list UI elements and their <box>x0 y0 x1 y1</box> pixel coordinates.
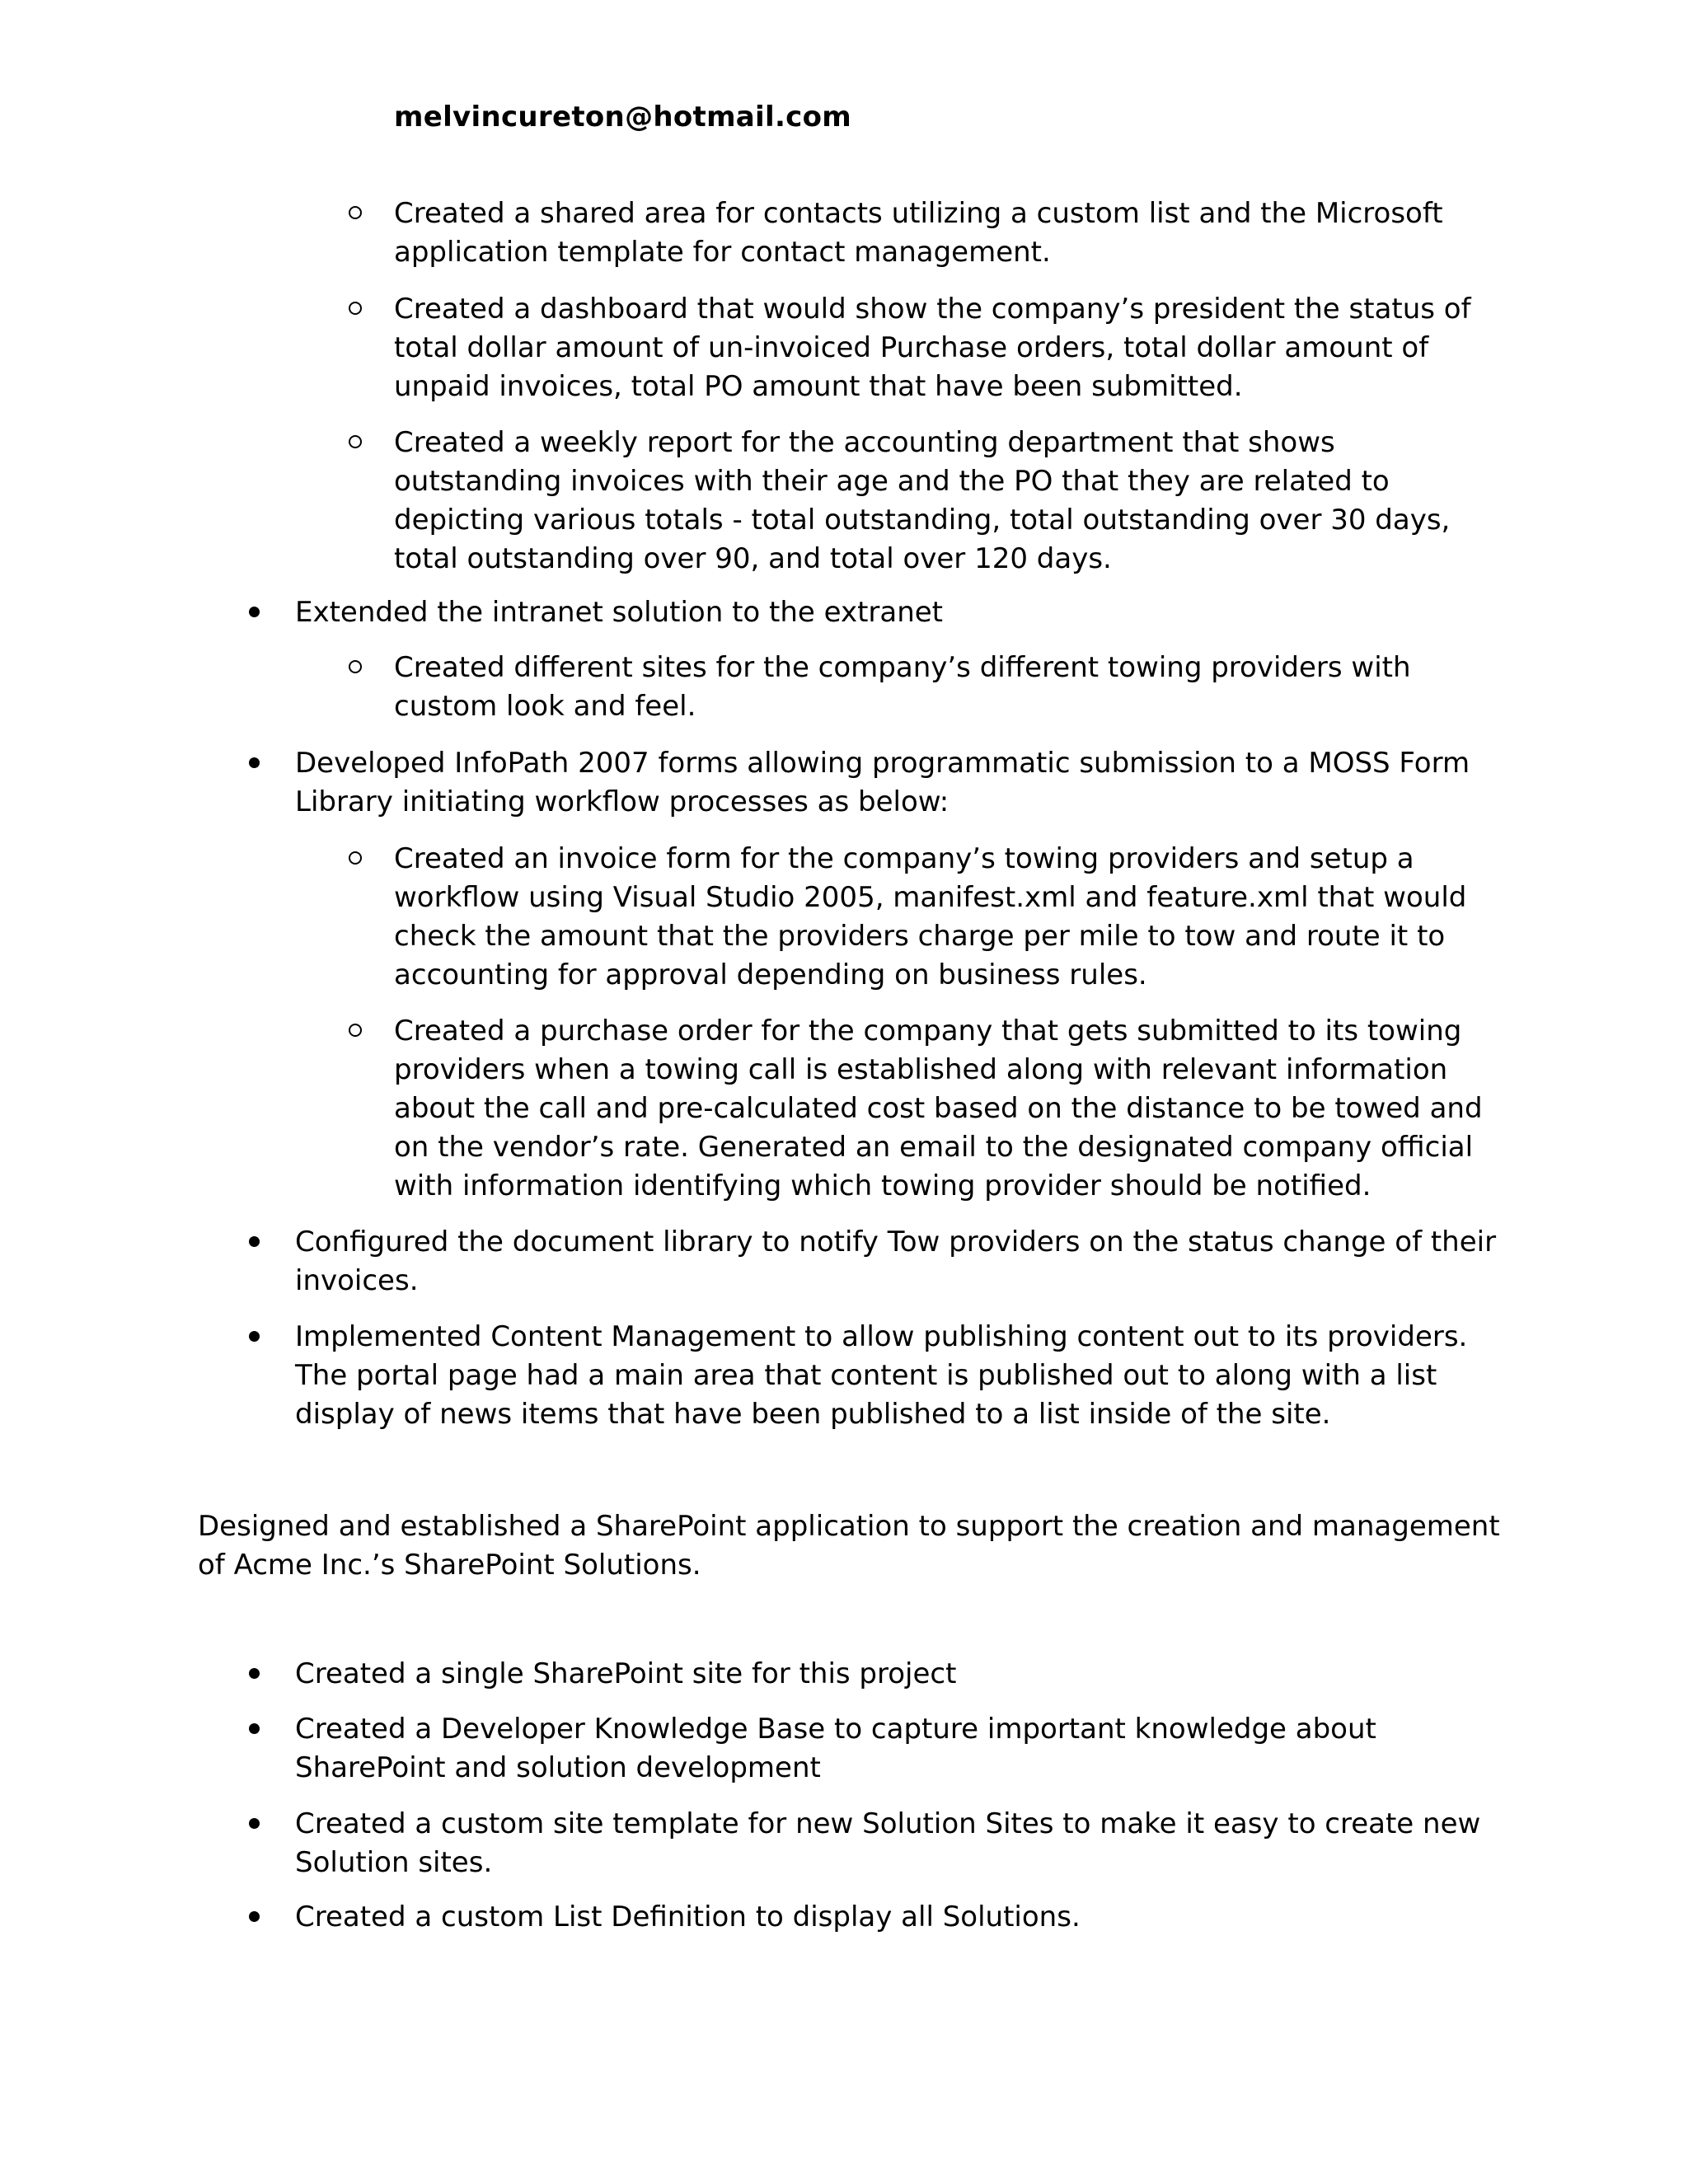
list-item <box>394 290 1498 406</box>
list-item <box>295 744 1498 822</box>
list-item <box>394 649 1498 726</box>
list-item-text: Created a weekly report for the accounting department that shows outstanding invoices with their age and the PO that they are related to depicting various totals - total outstanding, total outstanding over 30 days, total outstanding over 90, and total over 120 days. <box>394 426 1451 575</box>
section-intro: Designed and established a SharePoint application to support the creation and management of Acme Inc.’s SharePoint Solutions. <box>198 1510 1500 1582</box>
hollow-bullet-icon <box>349 435 362 448</box>
list-item <box>394 424 1498 579</box>
list-item-text: Configured the document library to notify Tow providers on the status change of their invoices. <box>295 1226 1497 1297</box>
list-item-text: Created a single SharePoint site for this project <box>295 1657 957 1690</box>
list-item-text: Created a custom site template for new Solution Sites to make it easy to create new Solution sites. <box>295 1807 1481 1879</box>
bullet-icon <box>249 1236 260 1247</box>
bullet-icon <box>249 1911 260 1922</box>
bullet-icon <box>249 1818 260 1829</box>
contact-email: melvincureton@hotmail.com <box>394 101 852 134</box>
list-item-text: Developed InfoPath 2007 forms allowing programmatic submission to a MOSS Form Library initiating workflow processes as below: <box>295 747 1470 818</box>
list-item-text: Created an invoice form for the company’s towing providers and setup a workflow using Visual Studio 2005, manifest.xml and feature.xml that would check the amount that the providers charge per mile to tow and route it to accounting for approval depending on business rules. <box>394 842 1467 991</box>
list-item <box>295 593 1498 632</box>
hollow-bullet-icon <box>349 206 362 219</box>
list-item-text: Created a dashboard that would show the company’s president the status of total dollar amount of un-invoiced Purchase orders, total dollar amount of unpaid invoices, total PO amount that have been submitted. <box>394 293 1471 403</box>
bullet-icon <box>249 1668 260 1679</box>
bullet-icon <box>249 1331 260 1342</box>
list-item-text: Implemented Content Management to allow publishing content out to its providers. The portal page had a main area that content is published out to along with a list display of news items that have been published to a list inside of the site. <box>295 1320 1468 1431</box>
hollow-bullet-icon <box>349 302 362 315</box>
hollow-bullet-icon <box>349 660 362 673</box>
list-item-text: Created a custom List Definition to display all Solutions. <box>295 1900 1081 1933</box>
bullet-icon <box>249 607 260 617</box>
hollow-bullet-icon <box>349 851 362 865</box>
list-item <box>394 194 1498 272</box>
list-item <box>295 1710 1498 1788</box>
list-item <box>295 1898 1498 1937</box>
list-item <box>295 1655 1498 1694</box>
hollow-bullet-icon <box>349 1024 362 1037</box>
list-item <box>295 1805 1498 1882</box>
list-item-text: Created a Developer Knowledge Base to capture important knowledge about SharePoint and solution development <box>295 1713 1376 1784</box>
list-item <box>394 840 1498 995</box>
list-item <box>295 1223 1498 1301</box>
bullet-icon <box>249 757 260 768</box>
list-item-text: Created a shared area for contacts utilizing a custom list and the Microsoft application template for contact management. <box>394 197 1443 269</box>
list-item <box>394 1012 1498 1206</box>
list-item-text: Created different sites for the company’s different towing providers with custom look and feel. <box>394 651 1411 723</box>
list-item-text: Created a purchase order for the company that gets submitted to its towing providers when a towing call is established along with relevant information about the call and pre-calculated cost based on the distance to be towed and on the vendor’s rate. Generated an email to the designated company official with information identifying which towing provider should be notified. <box>394 1015 1483 1202</box>
list-item <box>295 1318 1498 1434</box>
list-item-text: Extended the intranet solution to the extranet <box>295 596 944 629</box>
bullet-icon <box>249 1723 260 1734</box>
